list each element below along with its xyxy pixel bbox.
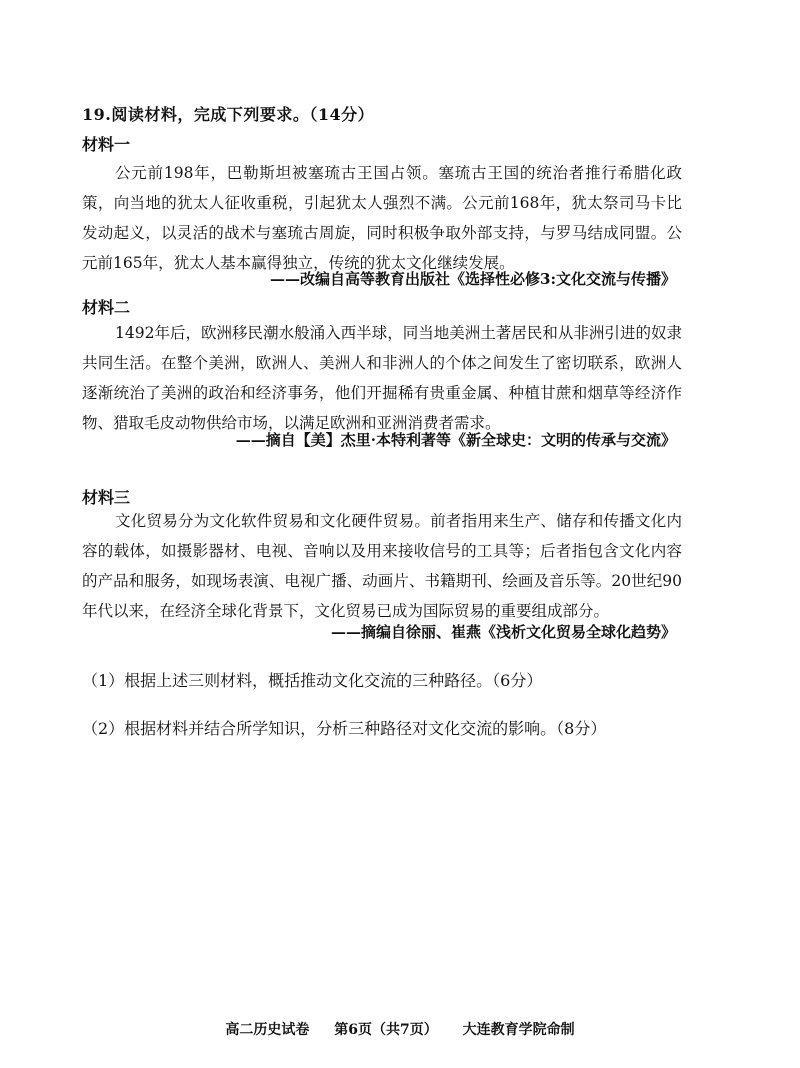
page-footer (0, 1019, 800, 1039)
material3-heading: 材料三 (82, 488, 131, 507)
material3-source: ——摘编自徐丽、崔燕《浅析文化贸易全球化趋势》 (330, 623, 676, 641)
task-2: （2）根据材料并结合所学知识，分析三种路径对文化交流的影响。（8分） (82, 719, 607, 738)
material2-text: 1492年后，欧洲移民潮水般涌入西半球，同当地美洲土著居民和从非洲引进的奴隶共同生活。在整个美洲，欧洲人、美洲人和非洲人的个体之间发生了密切联系，欧洲人逐渐统治了美洲的政治和经济事务，他们开掘稀有贵重金属、种植甘蔗和烟草等经济作物、猎取毛皮动物供给市场，以满足欧洲和亚洲消费者需求。 (82, 324, 682, 432)
footer-publisher: 大连教育学院命制 (462, 1022, 575, 1038)
material2-heading: 材料二 (82, 298, 131, 317)
task-1: （1）根据上述三则材料，概括推动文化交流的三种路径。（6分） (82, 671, 543, 690)
material3-text: 文化贸易分为文化软件贸易和文化硬件贸易。前者指用来生产、储存和传播文化内容的载体，如摄影器材、电视、音响以及用来接收信号的工具等；后者指包含文化内容的产品和服务，如现场表演、电视广播、动画片、书籍期刊、绘画及音乐等。20世纪90年代以来，在经济全球化背景下，文化贸易已成为国际贸易的重要组成部分。 (82, 512, 682, 620)
material1-heading: 材料一 (82, 135, 131, 154)
material1-source: ——改编自高等教育出版社《选择性必修3:文化交流与传播》 (270, 270, 676, 288)
material2-source: ——摘自【美】杰里·本特利著等《新全球史：文明的传承与交流》 (235, 431, 676, 449)
footer-page-number: 第6页（共7页） (334, 1022, 438, 1038)
question-title: 19.阅读材料，完成下列要求。（14分） (82, 105, 375, 124)
material1-text: 公元前198年，巴勒斯坦被塞琉古王国占领。塞琉古王国的统治者推行希腊化政策，向当地的犹太人征收重税，引起犹太人强烈不满。公元前168年，犹太祭司马卡比发动起义，以灵活的战术与塞琉古周旋，同时积极争取外部支持，与罗马结成同盟。公元前165年，犹太人基本赢得独立，传统的犹太文化继续发展。 (82, 164, 682, 272)
footer-subject: 高二历史试卷 (225, 1022, 310, 1038)
